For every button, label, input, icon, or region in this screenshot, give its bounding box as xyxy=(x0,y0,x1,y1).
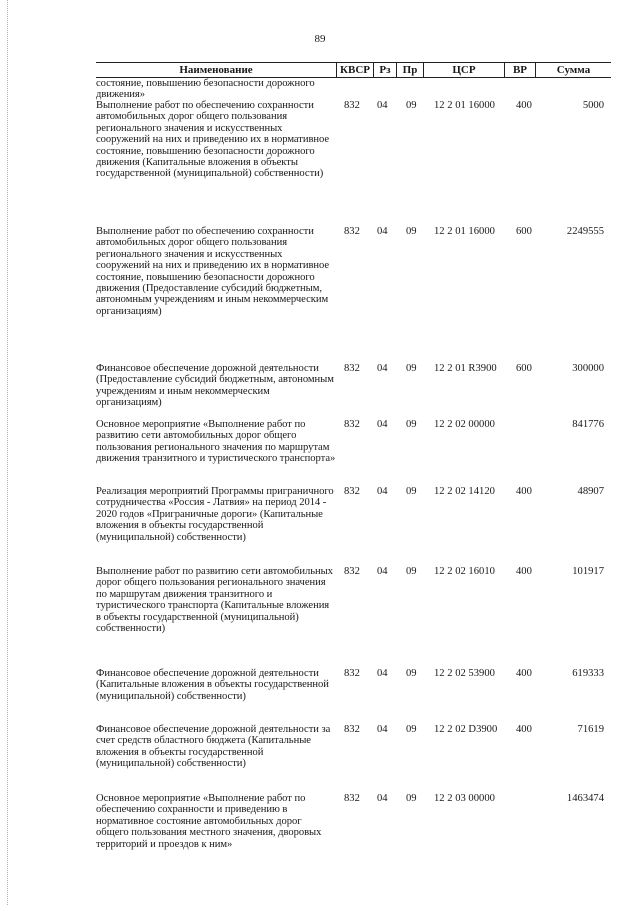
row-kvsr: 832 xyxy=(344,566,360,577)
row-sum: 71619 xyxy=(577,724,604,735)
row-rz: 04 xyxy=(377,793,388,804)
row-kvsr: 832 xyxy=(344,668,360,679)
row-vr: 400 xyxy=(516,100,532,111)
row-kvsr: 832 xyxy=(344,100,360,111)
row-kvsr: 832 xyxy=(344,419,360,430)
table-row xyxy=(96,78,611,100)
table-row xyxy=(96,363,611,419)
row-pr: 09 xyxy=(406,566,417,577)
row-rz: 04 xyxy=(377,668,388,679)
row-name: Финансовое обеспечение дорожной деятельности (Предоставление субсидий бюджетным, автономным учреждениям и иным некоммерческим организациям) xyxy=(96,363,334,409)
table-row xyxy=(96,226,611,363)
row-rz: 04 xyxy=(377,100,388,111)
column-header-pr: Пр xyxy=(402,64,418,76)
row-name: состояние, повышению безопасности дорожного движения» xyxy=(96,78,315,101)
row-csr: 12 2 02 14120 xyxy=(434,486,495,497)
row-csr: 12 2 02 16010 xyxy=(434,566,495,577)
row-rz: 04 xyxy=(377,724,388,735)
row-rz: 04 xyxy=(377,419,388,430)
row-name: Основное мероприятие «Выполнение работ по развитию сети автомобильных дорог общего пользования регионального значения по маршрутам движения транзитного и туристического транспорта» xyxy=(96,419,336,465)
row-pr: 09 xyxy=(406,100,417,111)
row-sum: 619333 xyxy=(572,668,604,679)
row-pr: 09 xyxy=(406,419,417,430)
row-vr: 400 xyxy=(516,486,532,497)
table-row xyxy=(96,566,611,668)
table-row xyxy=(96,100,611,226)
row-rz: 04 xyxy=(377,226,388,237)
row-sum: 1463474 xyxy=(566,793,604,804)
row-sum: 101917 xyxy=(572,566,604,577)
budget-table xyxy=(96,78,611,873)
row-pr: 09 xyxy=(406,793,417,804)
row-name: Финансовое обеспечение дорожной деятельности (Капитальные вложения в объекты государственной (муниципальной) собственности) xyxy=(96,668,329,702)
row-sum: 841776 xyxy=(572,419,604,430)
column-header-rz: Рз xyxy=(379,64,391,76)
table-row xyxy=(96,793,611,873)
page-number: 89 xyxy=(314,33,326,45)
row-name: Выполнение работ по обеспечению сохранности автомобильных дорог общего пользования регионального значения и искусственных сооружений на них и приведению их в нормативное состояние, повышению безопасности дорожного движения (Капитальные вложения в объекты государственной (муниципальной) собственности) xyxy=(96,100,330,180)
row-pr: 09 xyxy=(406,486,417,497)
row-vr: 600 xyxy=(516,226,532,237)
row-pr: 09 xyxy=(406,226,417,237)
row-vr: 400 xyxy=(516,668,532,679)
row-csr: 12 2 02 D3900 xyxy=(434,724,498,735)
column-header-name: Наименование xyxy=(179,64,253,76)
table-row xyxy=(96,668,611,724)
row-sum: 5000 xyxy=(582,100,604,111)
row-name: Выполнение работ по развитию сети автомобильных дорог общего пользования регионального значения по маршрутам движения транзитного и туристического транспорта (Капитальные вложения в объекты государственной (муниципальной) собственности) xyxy=(96,566,333,635)
table-header xyxy=(96,62,611,78)
row-rz: 04 xyxy=(377,363,388,374)
row-sum: 300000 xyxy=(572,363,604,374)
page-left-edge xyxy=(7,0,8,905)
row-vr: 400 xyxy=(516,566,532,577)
row-vr: 400 xyxy=(516,724,532,735)
row-name: Финансовое обеспечение дорожной деятельности за счет средств областного бюджета (Капитальные вложения в объекты государственной (муниципальной) собственности) xyxy=(96,724,331,770)
row-pr: 09 xyxy=(406,668,417,679)
row-csr: 12 2 01 16000 xyxy=(434,226,495,237)
row-rz: 04 xyxy=(377,566,388,577)
row-rz: 04 xyxy=(377,486,388,497)
row-name: Основное мероприятие «Выполнение работ по обеспечению сохранности и приведению в нормативное состояние автомобильных дорог общего пользования местного значения, дворовых территорий и проездов к ним» xyxy=(96,793,322,850)
row-kvsr: 832 xyxy=(344,724,360,735)
row-csr: 12 2 01 R3900 xyxy=(434,363,497,374)
row-csr: 12 2 02 53900 xyxy=(434,668,495,679)
row-name: Реализация мероприятий Программы приграничного сотрудничества «Россия - Латвия» на период 2014 - 2020 годов «Приграничные дороги» (Капитальные вложения в объекты государственной (муниципальной) собственности) xyxy=(96,486,334,543)
column-header-vr: ВР xyxy=(512,64,528,76)
row-csr: 12 2 02 00000 xyxy=(434,419,495,430)
column-header-csr: ЦСР xyxy=(452,64,476,76)
column-header-kvsr: КВСР xyxy=(340,64,370,76)
row-csr: 12 2 01 16000 xyxy=(434,100,495,111)
row-pr: 09 xyxy=(406,724,417,735)
row-kvsr: 832 xyxy=(344,793,360,804)
column-header-sum: Сумма xyxy=(556,64,591,76)
table-row xyxy=(96,486,611,566)
row-vr: 600 xyxy=(516,363,532,374)
row-sum: 48907 xyxy=(577,486,604,497)
table-row xyxy=(96,724,611,793)
row-kvsr: 832 xyxy=(344,226,360,237)
row-pr: 09 xyxy=(406,363,417,374)
row-sum: 2249555 xyxy=(566,226,604,237)
table-row xyxy=(96,419,611,486)
row-kvsr: 832 xyxy=(344,486,360,497)
row-name: Выполнение работ по обеспечению сохранности автомобильных дорог общего пользования регионального значения и искусственных сооружений на них и приведению их в нормативное состояние, повышению безопасности дорожного движения (Предоставление субсидий бюджетным, автономным учреждениям и иным некоммерческим организациям) xyxy=(96,226,330,317)
row-kvsr: 832 xyxy=(344,363,360,374)
row-csr: 12 2 03 00000 xyxy=(434,793,495,804)
